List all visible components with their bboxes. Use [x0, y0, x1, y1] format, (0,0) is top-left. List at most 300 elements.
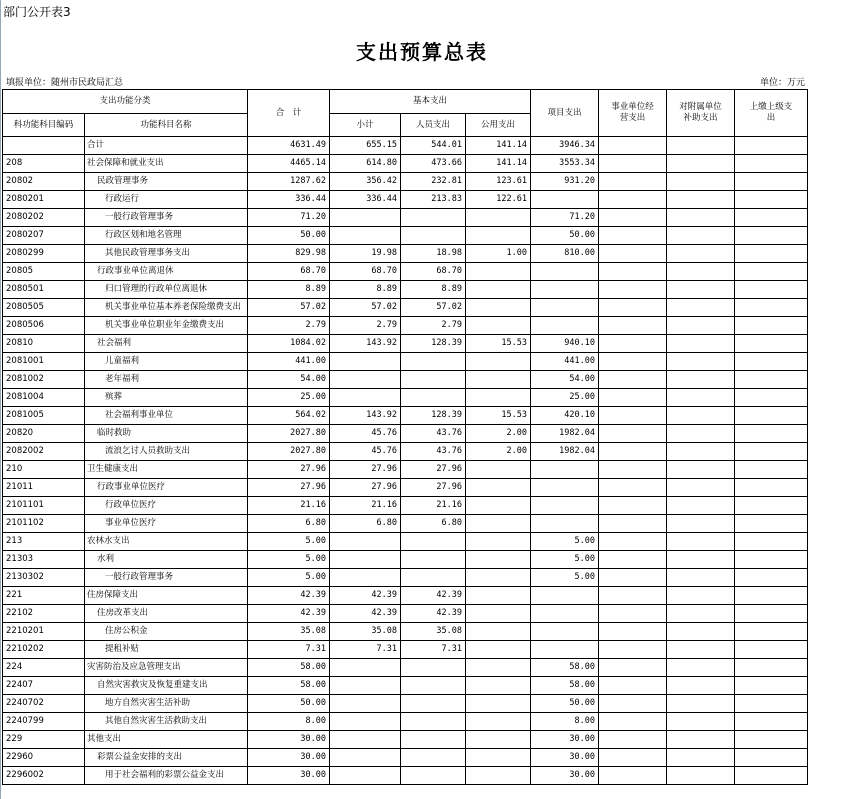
row-project: 940.10 — [531, 335, 599, 353]
row-project: 5.00 — [531, 551, 599, 569]
row-personnel: 6.80 — [401, 515, 466, 533]
row-code: 2081002 — [3, 371, 85, 389]
row-code: 224 — [3, 659, 85, 677]
row-public — [466, 281, 531, 299]
table-row — [3, 281, 808, 299]
row-code: 21011 — [3, 479, 85, 497]
row-public: 1.00 — [466, 245, 531, 263]
header-total: 合 计 — [248, 90, 330, 137]
row-subtotal — [330, 749, 401, 767]
row-personnel: 57.02 — [401, 299, 466, 317]
row-subsidy — [667, 353, 735, 371]
row-name: 农林水支出 — [85, 533, 248, 551]
row-upper — [735, 389, 808, 407]
row-project — [531, 605, 599, 623]
row-code: 20802 — [3, 173, 85, 191]
row-personnel: 544.01 — [401, 137, 466, 155]
row-unit-operation — [599, 749, 667, 767]
row-personnel: 128.39 — [401, 335, 466, 353]
header-code: 科功能科目编码 — [3, 114, 85, 137]
row-total: 50.00 — [248, 227, 330, 245]
row-project — [531, 191, 599, 209]
row-code: 210 — [3, 461, 85, 479]
row-subtotal — [330, 227, 401, 245]
row-subsidy — [667, 587, 735, 605]
row-total: 8.89 — [248, 281, 330, 299]
table-row — [3, 245, 808, 263]
row-project: 30.00 — [531, 767, 599, 785]
table-row — [3, 605, 808, 623]
row-project: 30.00 — [531, 749, 599, 767]
table-row — [3, 749, 808, 767]
row-unit-operation — [599, 641, 667, 659]
row-total: 35.08 — [248, 623, 330, 641]
row-project: 50.00 — [531, 695, 599, 713]
row-unit-operation — [599, 389, 667, 407]
row-public — [466, 641, 531, 659]
row-upper — [735, 173, 808, 191]
row-subsidy — [667, 137, 735, 155]
row-project: 30.00 — [531, 731, 599, 749]
row-personnel: 21.16 — [401, 497, 466, 515]
row-total: 829.98 — [248, 245, 330, 263]
row-unit-operation — [599, 371, 667, 389]
row-project: 50.00 — [531, 227, 599, 245]
table-row — [3, 623, 808, 641]
row-total: 25.00 — [248, 389, 330, 407]
row-code: 20805 — [3, 263, 85, 281]
row-subsidy — [667, 389, 735, 407]
row-personnel: 27.96 — [401, 461, 466, 479]
header-basic: 基本支出 — [330, 90, 531, 114]
row-upper — [735, 227, 808, 245]
row-unit-operation — [599, 335, 667, 353]
table-row — [3, 299, 808, 317]
row-public — [466, 389, 531, 407]
row-subtotal: 19.98 — [330, 245, 401, 263]
row-code: 22102 — [3, 605, 85, 623]
row-project: 25.00 — [531, 389, 599, 407]
row-public — [466, 533, 531, 551]
row-unit-operation — [599, 281, 667, 299]
row-upper — [735, 407, 808, 425]
table-row — [3, 731, 808, 749]
row-subtotal: 614.80 — [330, 155, 401, 173]
row-public: 122.61 — [466, 191, 531, 209]
row-public — [466, 479, 531, 497]
row-subtotal — [330, 569, 401, 587]
row-total: 30.00 — [248, 767, 330, 785]
row-name: 社会保障和就业支出 — [85, 155, 248, 173]
row-code: 2240702 — [3, 695, 85, 713]
row-subtotal — [330, 659, 401, 677]
row-unit-operation — [599, 479, 667, 497]
row-public — [466, 299, 531, 317]
table-row — [3, 497, 808, 515]
row-subsidy — [667, 335, 735, 353]
row-personnel — [401, 713, 466, 731]
row-name: 合计 — [85, 137, 248, 155]
table-row — [3, 209, 808, 227]
row-total: 336.44 — [248, 191, 330, 209]
row-subtotal: 42.39 — [330, 605, 401, 623]
row-code: 2080207 — [3, 227, 85, 245]
row-subtotal — [330, 209, 401, 227]
row-unit-operation — [599, 173, 667, 191]
row-subtotal — [330, 695, 401, 713]
row-public — [466, 713, 531, 731]
row-unit-operation — [599, 227, 667, 245]
row-subtotal: 143.92 — [330, 335, 401, 353]
row-public: 123.61 — [466, 173, 531, 191]
budget-table — [2, 89, 808, 785]
row-subsidy — [667, 299, 735, 317]
header-upper: 上缴上级支出 — [735, 90, 808, 137]
row-name: 卫生健康支出 — [85, 461, 248, 479]
row-public — [466, 569, 531, 587]
row-unit-operation — [599, 587, 667, 605]
table-row — [3, 155, 808, 173]
row-subsidy — [667, 623, 735, 641]
table-row — [3, 641, 808, 659]
row-subtotal: 2.79 — [330, 317, 401, 335]
row-public — [466, 263, 531, 281]
row-subtotal: 57.02 — [330, 299, 401, 317]
row-upper — [735, 281, 808, 299]
row-subtotal: 6.80 — [330, 515, 401, 533]
row-name: 临时救助 — [85, 425, 248, 443]
row-unit-operation — [599, 245, 667, 263]
row-public — [466, 551, 531, 569]
row-project: 441.00 — [531, 353, 599, 371]
table-row — [3, 479, 808, 497]
row-unit-operation — [599, 317, 667, 335]
row-unit-operation — [599, 659, 667, 677]
row-personnel: 42.39 — [401, 587, 466, 605]
row-name: 水利 — [85, 551, 248, 569]
row-project — [531, 515, 599, 533]
row-subtotal — [330, 389, 401, 407]
row-public — [466, 677, 531, 695]
row-upper — [735, 191, 808, 209]
row-unit-operation — [599, 677, 667, 695]
row-upper — [735, 731, 808, 749]
row-personnel: 7.31 — [401, 641, 466, 659]
row-upper — [735, 641, 808, 659]
row-personnel: 213.83 — [401, 191, 466, 209]
row-public — [466, 749, 531, 767]
row-subtotal: 336.44 — [330, 191, 401, 209]
row-name: 自然灾害救灾及恢复重建支出 — [85, 677, 248, 695]
row-total: 2.79 — [248, 317, 330, 335]
table-row — [3, 263, 808, 281]
table-row — [3, 389, 808, 407]
row-name: 住房保障支出 — [85, 587, 248, 605]
row-project — [531, 641, 599, 659]
row-name: 行政单位医疗 — [85, 497, 248, 515]
table-row — [3, 533, 808, 551]
row-name: 民政管理事务 — [85, 173, 248, 191]
row-subsidy — [667, 209, 735, 227]
row-upper — [735, 263, 808, 281]
row-personnel: 232.81 — [401, 173, 466, 191]
row-project: 5.00 — [531, 533, 599, 551]
row-personnel — [401, 353, 466, 371]
row-subsidy — [667, 713, 735, 731]
row-personnel: 128.39 — [401, 407, 466, 425]
row-subsidy — [667, 641, 735, 659]
row-subtotal: 27.96 — [330, 461, 401, 479]
row-upper — [735, 767, 808, 785]
row-upper — [735, 713, 808, 731]
row-project: 1982.04 — [531, 443, 599, 461]
row-total: 441.00 — [248, 353, 330, 371]
row-unit-operation — [599, 623, 667, 641]
row-personnel — [401, 695, 466, 713]
row-personnel — [401, 677, 466, 695]
row-project — [531, 479, 599, 497]
row-subsidy — [667, 695, 735, 713]
row-personnel — [401, 389, 466, 407]
row-project: 58.00 — [531, 659, 599, 677]
row-upper — [735, 623, 808, 641]
row-subsidy — [667, 155, 735, 173]
row-unit-operation — [599, 533, 667, 551]
row-project: 3553.34 — [531, 155, 599, 173]
row-name: 一般行政管理事务 — [85, 569, 248, 587]
row-unit-operation — [599, 713, 667, 731]
row-unit-operation — [599, 353, 667, 371]
row-project: 5.00 — [531, 569, 599, 587]
row-personnel: 18.98 — [401, 245, 466, 263]
row-upper — [735, 353, 808, 371]
table-row — [3, 371, 808, 389]
row-total: 4465.14 — [248, 155, 330, 173]
header-row-1 — [3, 90, 808, 114]
row-personnel — [401, 731, 466, 749]
row-total: 50.00 — [248, 695, 330, 713]
row-project — [531, 299, 599, 317]
row-name: 住房改革支出 — [85, 605, 248, 623]
table-row — [3, 227, 808, 245]
sheet-label: 部门公开表3 — [3, 5, 71, 19]
row-name: 行政事业单位离退休 — [85, 263, 248, 281]
row-name: 彩票公益金安排的支出 — [85, 749, 248, 767]
row-subsidy — [667, 191, 735, 209]
table-row — [3, 515, 808, 533]
row-upper — [735, 515, 808, 533]
row-code: 2101102 — [3, 515, 85, 533]
row-upper — [735, 209, 808, 227]
header-project: 项目支出 — [531, 90, 599, 137]
row-code: 20820 — [3, 425, 85, 443]
row-personnel — [401, 749, 466, 767]
row-name: 社会福利 — [85, 335, 248, 353]
row-total: 68.70 — [248, 263, 330, 281]
row-name: 提租补贴 — [85, 641, 248, 659]
row-unit-operation — [599, 137, 667, 155]
row-public — [466, 461, 531, 479]
row-personnel — [401, 767, 466, 785]
row-subsidy — [667, 551, 735, 569]
row-code: 2080201 — [3, 191, 85, 209]
row-total: 5.00 — [248, 533, 330, 551]
row-code — [3, 137, 85, 155]
row-unit-operation — [599, 407, 667, 425]
row-name: 归口管理的行政单位离退休 — [85, 281, 248, 299]
header-name: 功能科目名称 — [85, 114, 248, 137]
row-subtotal: 143.92 — [330, 407, 401, 425]
row-personnel: 8.89 — [401, 281, 466, 299]
currency-unit: 单位：万元 — [760, 78, 806, 88]
row-subsidy — [667, 263, 735, 281]
row-code: 22960 — [3, 749, 85, 767]
row-total: 42.39 — [248, 605, 330, 623]
row-subtotal — [330, 731, 401, 749]
row-subsidy — [667, 281, 735, 299]
row-upper — [735, 335, 808, 353]
row-unit-operation — [599, 515, 667, 533]
row-total: 42.39 — [248, 587, 330, 605]
row-personnel: 2.79 — [401, 317, 466, 335]
row-project — [531, 587, 599, 605]
row-subsidy — [667, 569, 735, 587]
row-subsidy — [667, 407, 735, 425]
row-name: 儿童福利 — [85, 353, 248, 371]
table-row — [3, 407, 808, 425]
row-subsidy — [667, 767, 735, 785]
row-unit-operation — [599, 695, 667, 713]
table-row — [3, 695, 808, 713]
row-public — [466, 209, 531, 227]
row-subsidy — [667, 443, 735, 461]
row-subsidy — [667, 659, 735, 677]
row-unit-operation — [599, 731, 667, 749]
row-upper — [735, 461, 808, 479]
row-upper — [735, 497, 808, 515]
table-row — [3, 353, 808, 371]
table-row — [3, 767, 808, 785]
row-project — [531, 281, 599, 299]
row-name: 殡葬 — [85, 389, 248, 407]
table-row — [3, 191, 808, 209]
row-name: 机关事业单位职业年金缴费支出 — [85, 317, 248, 335]
table-row — [3, 713, 808, 731]
row-total: 6.80 — [248, 515, 330, 533]
row-public — [466, 317, 531, 335]
row-unit-operation — [599, 425, 667, 443]
row-unit-operation — [599, 263, 667, 281]
row-unit-operation — [599, 299, 667, 317]
table-row — [3, 443, 808, 461]
row-name: 行政运行 — [85, 191, 248, 209]
table-row — [3, 587, 808, 605]
row-subsidy — [667, 479, 735, 497]
row-upper — [735, 605, 808, 623]
row-unit-operation — [599, 605, 667, 623]
row-unit-operation — [599, 767, 667, 785]
row-upper — [735, 155, 808, 173]
row-upper — [735, 371, 808, 389]
table-row — [3, 461, 808, 479]
row-upper — [735, 749, 808, 767]
row-upper — [735, 533, 808, 551]
row-subtotal — [330, 371, 401, 389]
row-total: 54.00 — [248, 371, 330, 389]
row-public — [466, 515, 531, 533]
row-code: 2080202 — [3, 209, 85, 227]
header-personnel: 人员支出 — [401, 114, 466, 137]
row-total: 27.96 — [248, 461, 330, 479]
row-public — [466, 695, 531, 713]
row-subtotal: 21.16 — [330, 497, 401, 515]
row-total: 30.00 — [248, 749, 330, 767]
row-code: 20810 — [3, 335, 85, 353]
row-code: 2081004 — [3, 389, 85, 407]
row-total: 564.02 — [248, 407, 330, 425]
row-personnel: 35.08 — [401, 623, 466, 641]
row-subtotal: 45.76 — [330, 425, 401, 443]
filler-unit: 填报单位：随州市民政局汇总 — [6, 78, 124, 88]
row-upper — [735, 245, 808, 263]
sheet-left-edge — [0, 0, 1, 799]
row-subtotal: 7.31 — [330, 641, 401, 659]
row-upper — [735, 299, 808, 317]
row-upper — [735, 695, 808, 713]
row-code: 2240799 — [3, 713, 85, 731]
row-code: 2081001 — [3, 353, 85, 371]
table-row — [3, 137, 808, 155]
page-title: 支出预算总表 — [356, 40, 488, 64]
row-upper — [735, 479, 808, 497]
row-public — [466, 623, 531, 641]
row-total: 2027.80 — [248, 425, 330, 443]
row-public — [466, 353, 531, 371]
row-subtotal — [330, 767, 401, 785]
row-total: 5.00 — [248, 551, 330, 569]
row-project: 71.20 — [531, 209, 599, 227]
row-public: 15.53 — [466, 407, 531, 425]
row-name: 行政事业单位医疗 — [85, 479, 248, 497]
row-name: 其他民政管理事务支出 — [85, 245, 248, 263]
row-upper — [735, 425, 808, 443]
row-subtotal — [330, 551, 401, 569]
row-name: 其他自然灾害生活救助支出 — [85, 713, 248, 731]
row-personnel — [401, 227, 466, 245]
table-row — [3, 659, 808, 677]
row-total: 57.02 — [248, 299, 330, 317]
row-total: 2027.80 — [248, 443, 330, 461]
row-code: 213 — [3, 533, 85, 551]
row-subtotal: 45.76 — [330, 443, 401, 461]
row-public — [466, 605, 531, 623]
row-public — [466, 227, 531, 245]
row-subtotal — [330, 713, 401, 731]
row-project — [531, 461, 599, 479]
row-code: 208 — [3, 155, 85, 173]
row-subsidy — [667, 605, 735, 623]
row-upper — [735, 677, 808, 695]
row-name: 一般行政管理事务 — [85, 209, 248, 227]
row-project: 8.00 — [531, 713, 599, 731]
row-code: 21303 — [3, 551, 85, 569]
row-name: 流浪乞讨人员救助支出 — [85, 443, 248, 461]
row-personnel — [401, 569, 466, 587]
row-subtotal: 42.39 — [330, 587, 401, 605]
row-subsidy — [667, 371, 735, 389]
row-upper — [735, 587, 808, 605]
row-unit-operation — [599, 155, 667, 173]
